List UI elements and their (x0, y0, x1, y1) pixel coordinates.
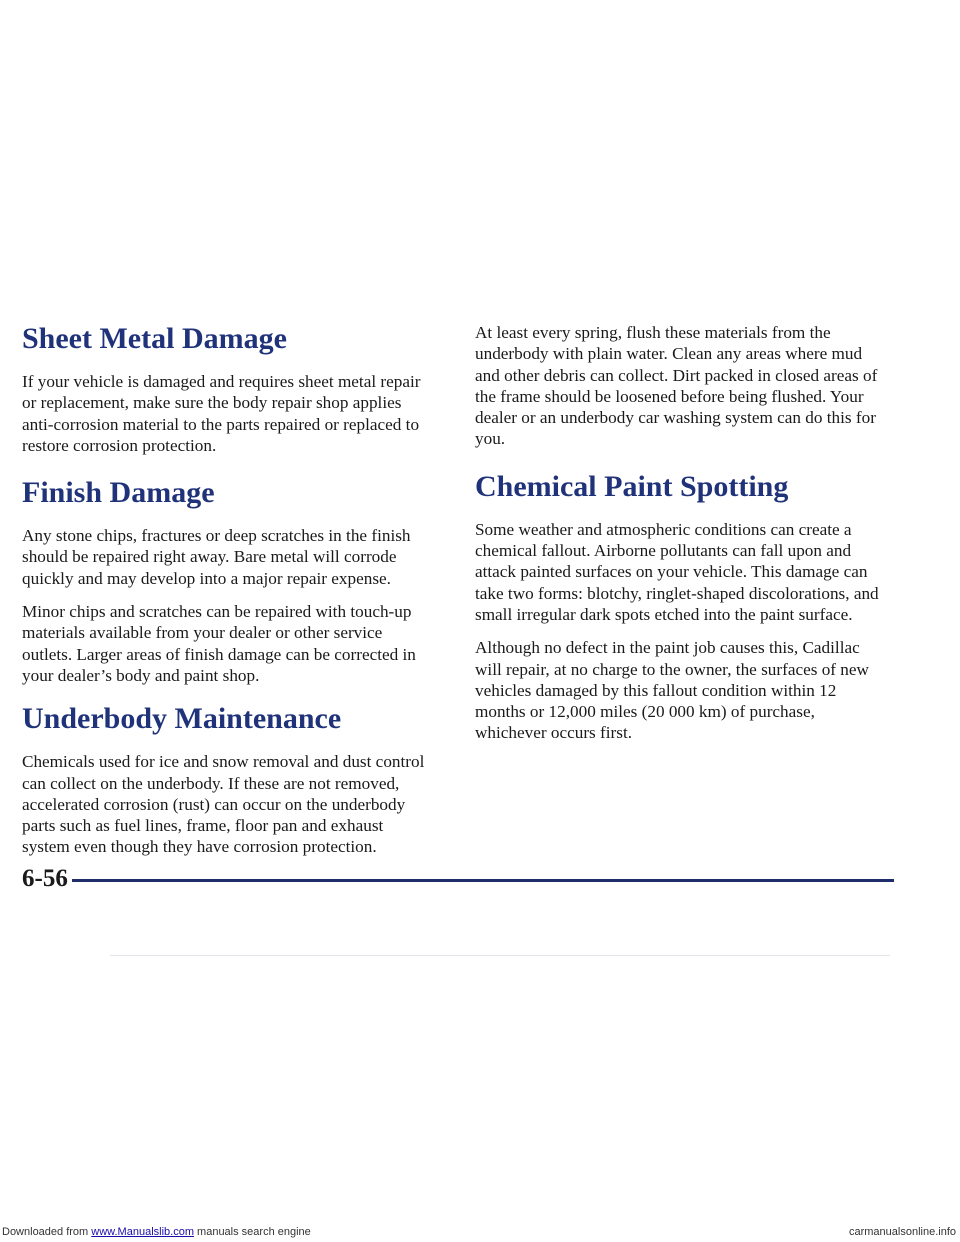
left-column (22, 322, 432, 870)
paragraph-sheet-metal: If your vehicle is damaged and requires sheet metal repair or replacement, make sure the body repair shop applies anti-corrosion material to the parts repaired or replaced to restore corrosion protection. (22, 372, 421, 455)
download-bar (0, 1222, 960, 1242)
paragraph-underbody-continued: At least every spring, flush these materials from the underbody with plain water. Clean any areas where mud and other debris can collect. Dirt packed in closed areas of the frame should be loosened before being flushed. Your dealer or an underbody car washing system can do this for you. (475, 323, 878, 449)
right-column (475, 322, 885, 756)
download-suffix: manuals search engine (193, 1226, 311, 1238)
paragraph-chemical-1: Some weather and atmospheric conditions can create a chemical fallout. Airborne pollutants can fall upon and attack painted surfaces on your vehicle. This damage can take two forms: blotchy, ringlet-shaped discolorations, and small irregular dark spots etched into the paint surface. (475, 519, 879, 624)
download-prefix: Downloaded from (2, 1226, 92, 1238)
footer-faint-rule (110, 955, 890, 956)
paragraph-underbody: Chemicals used for ice and snow removal and dust control can collect on the underbody. If these are not removed, accelerated corrosion (rust) can occur on the underbody parts such as fuel lines, frame, floor pan and exhaust system even though they have corrosion protection. (22, 752, 425, 857)
heading-finish-damage: Finish Damage (22, 476, 215, 510)
paragraph-finish-1: Any stone chips, fractures or deep scratches in the finish should be repaired right away. Bare metal will corrode quickly and may develop into a major repair expense. (22, 526, 411, 588)
heading-underbody-maintenance: Underbody Maintenance (22, 702, 342, 736)
watermark-text: carmanualsonline.info (848, 1226, 956, 1238)
paragraph-finish-2: Minor chips and scratches can be repaired with touch-up materials available from your dealer or other service outlets. Larger areas of finish damage can be corrected in your dealer’s body and paint shop. (22, 602, 416, 685)
page-number: 6-56 (22, 865, 68, 892)
heading-chemical-paint-spotting: Chemical Paint Spotting (475, 469, 789, 503)
footer-rule (72, 879, 894, 882)
paragraph-chemical-2: Although no defect in the paint job causes this, Cadillac will repair, at no charge to the owner, the surfaces of new vehicles damaged by this fallout condition within 12 months or 12,000 miles (20 000 km) of purchase, whichever occurs first. (475, 638, 869, 743)
download-source (2, 1222, 311, 1242)
heading-sheet-metal-damage: Sheet Metal Damage (22, 322, 287, 355)
manualslib-link[interactable]: www.Manualslib.com (91, 1226, 194, 1238)
